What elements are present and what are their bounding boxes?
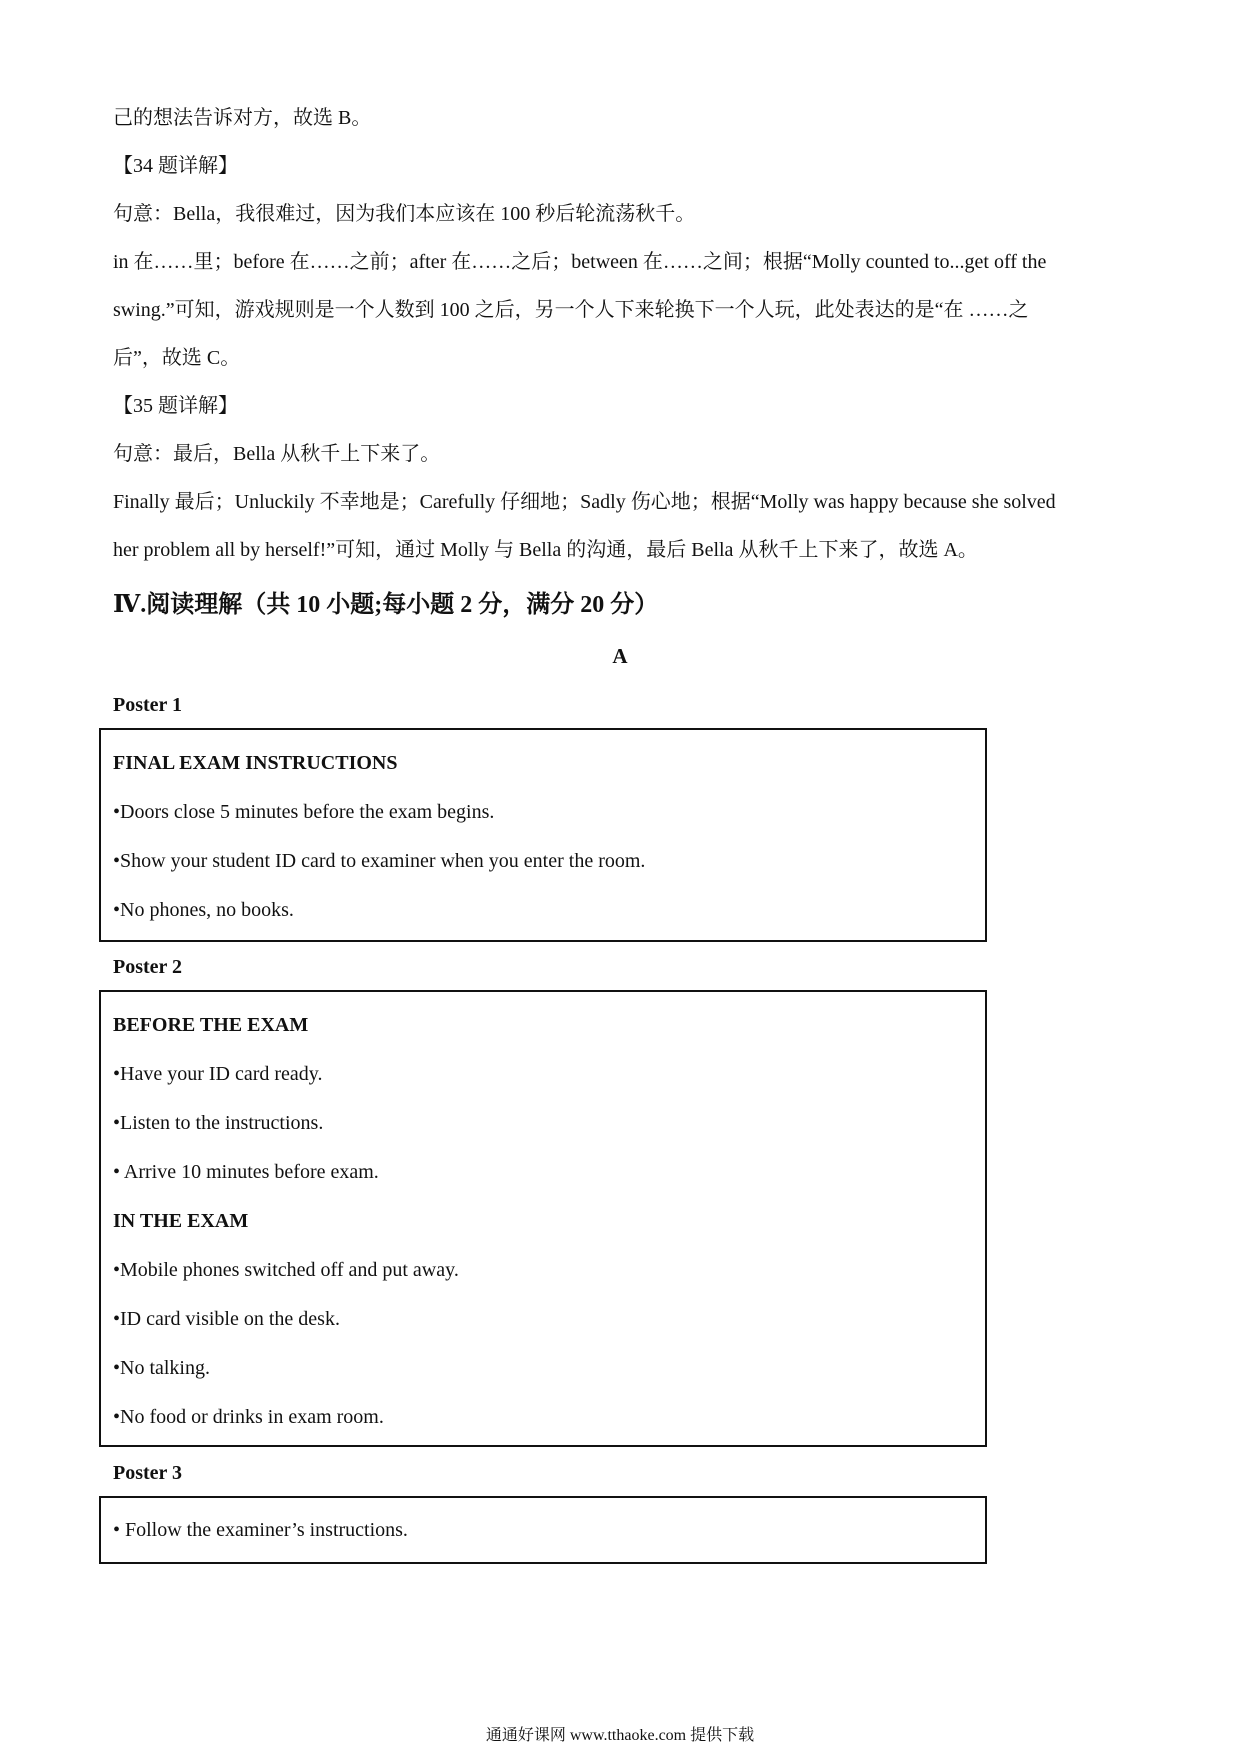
q34-analysis-line-1: in 在……里；before 在……之前；after 在……之后；between 在……之间；根据“Molly counted to...get off the [113,251,1047,273]
part-letter: A [612,644,628,668]
poster-1-item: •Doors close 5 minutes before the exam begins. [113,801,495,823]
q34-tag: 【34 题详解】 [113,155,238,177]
poster-1-title: FINAL EXAM INSTRUCTIONS [113,752,398,774]
poster-2-in-item: •No food or drinks in exam room. [113,1406,384,1428]
explanation-intro-line: 己的想法告诉对方，故选 B。 [113,107,372,129]
poster-2-before-item: •Have your ID card ready. [113,1063,323,1085]
poster-2-before-title: BEFORE THE EXAM [113,1014,309,1036]
poster-3-item: • Follow the examiner’s instructions. [113,1519,408,1541]
q34-analysis-line-3: 后”，故选 C。 [113,347,241,369]
poster-2-before-item: •Listen to the instructions. [113,1112,324,1134]
q35-analysis-line-1: Finally 最后；Unluckily 不幸地是；Carefully 仔细地；Sadly 伤心地；根据“Molly was happy because she solved [113,491,1056,513]
poster-1-label: Poster 1 [113,694,183,716]
q35-analysis-line-2: her problem all by herself!”可知，通过 Molly 与 Bella 的沟通，最后 Bella 从秋千上下来了，故选 A。 [113,539,978,561]
q35-tag: 【35 题详解】 [113,395,238,417]
q35-meaning: 句意：最后，Bella 从秋千上下来了。 [113,443,441,465]
poster-1-item: •Show your student ID card to examiner when you enter the room. [113,850,646,872]
poster-2-in-item: •No talking. [113,1357,210,1379]
q34-meaning: 句意：Bella，我很难过，因为我们本应该在 100 秒后轮流荡秋千。 [113,203,696,225]
poster-2-in-title: IN THE EXAM [113,1210,249,1232]
section-heading: Ⅳ.阅读理解（共 10 小题;每小题 2 分，满分 20 分） [113,592,659,618]
poster-2-box [99,990,987,1447]
poster-3-label: Poster 3 [113,1462,183,1484]
poster-2-in-item: •Mobile phones switched off and put away. [113,1259,459,1281]
poster-2-in-item: •ID card visible on the desk. [113,1308,340,1330]
poster-1-item: •No phones, no books. [113,899,294,921]
poster-3-box [99,1496,987,1564]
poster-2-before-item: • Arrive 10 minutes before exam. [113,1161,379,1183]
poster-2-label: Poster 2 [113,956,183,978]
page-footer: 通通好课网 www.tthaoke.com 提供下载 [485,1727,755,1744]
q34-analysis-line-2: swing.”可知，游戏规则是一个人数到 100 之后，另一个人下来轮换下一个人玩，此处表达的是“在 ……之 [113,299,1029,321]
poster-1-box [99,728,987,942]
